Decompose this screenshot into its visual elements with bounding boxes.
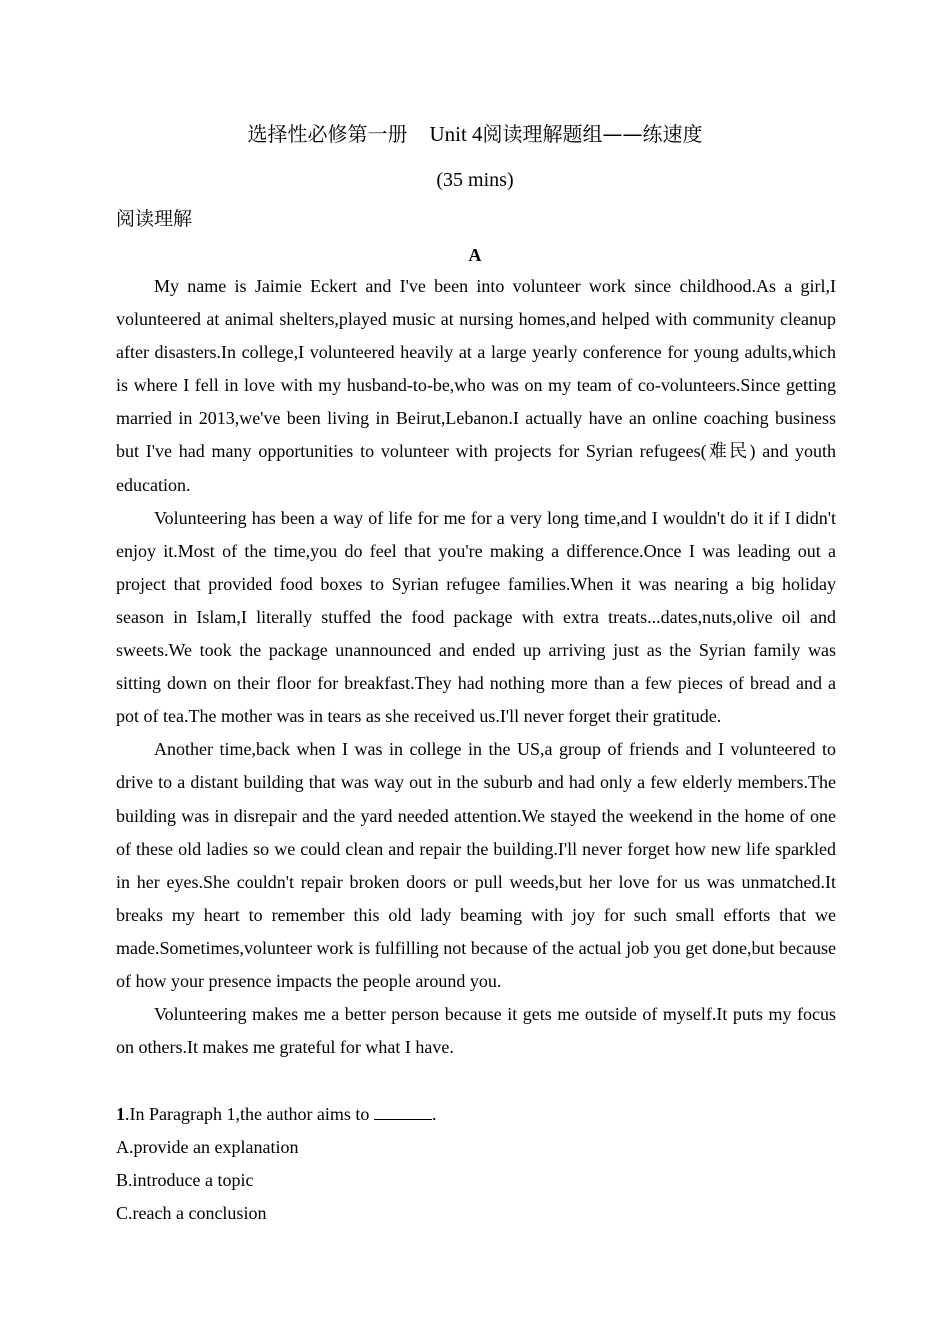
time-limit: (35 mins)	[436, 169, 514, 191]
answer-blank	[374, 1103, 432, 1120]
page-title	[0, 118, 950, 150]
question-1	[116, 1098, 836, 1131]
title-prefix: 选择性必修第一册	[247, 122, 408, 146]
passage-label: A	[468, 245, 482, 265]
option-c: C.reach a conclusion	[116, 1203, 267, 1223]
section-heading: 阅读理解	[116, 208, 193, 230]
paragraph-1: My name is Jaimie Eckert and I've been into volunteer work since childhood.As a girl,I volunteered at animal shelters,played music at nursing homes,and helped with community cleanup after disasters.In college,I volunteered heavily at a large yearly conference for young adults,which is where I fell in love with my husband-to-be,who was on my team of co-volunteers.Since getting married in 2013,we've been living in Beirut,Lebanon.I actually have an online coaching business but I've had many opportunities to volunteer with projects for Syrian refugees(难民) and youth education.	[116, 276, 836, 495]
paragraph-3: Another time,back when I was in college in the US,a group of friends and I volunteered to drive to a distant building that was way out in the suburb and had only a few elderly members.The building was in disrepair and the yard needed attention.We stayed the weekend in the home of one of these old ladies so we could clean and repair the building.I'll never forget how new life sparkled in her eyes.She couldn't repair broken doors or pull weeds,but her love for us was unmatched.It breaks my heart to remember this old lady beaming with joy for such small efforts that we made.Sometimes,volunteer work is fulfilling not because of the actual job you get done,but because of how your presence impacts the people around you.	[116, 739, 836, 991]
option-b: B.introduce a topic	[116, 1170, 254, 1190]
passage-body	[116, 270, 836, 1064]
paragraph-2: Volunteering has been a way of life for me for a very long time,and I wouldn't do it if I didn't enjoy it.Most of the time,you do feel that you're making a difference.Once I was leading out a project that provided food boxes to Syrian refugee families.When it was nearing a big holiday season in Islam,I literally stuffed the food package with extra treats...dates,nuts,olive oil and sweets.We took the package unannounced and ended up arriving just as the Syrian family was sitting down on their floor for breakfast.They had nothing more than a few pieces of bread and a pot of tea.The mother was in tears as she received us.I'll never forget their gratitude.	[116, 507, 836, 727]
title-suffix: 阅读理解题组——练速度	[482, 122, 703, 146]
question-stem: .In Paragraph 1,the author aims to	[125, 1104, 374, 1124]
option-a: A.provide an explanation	[116, 1137, 299, 1157]
title-unit: Unit 4	[429, 122, 483, 146]
question-number: 1	[116, 1104, 125, 1124]
paragraph-4: Volunteering makes me a better person because it gets me outside of myself.It puts my focus on others.It makes me grateful for what I have.	[116, 1004, 836, 1058]
question-end: .	[431, 1104, 437, 1124]
